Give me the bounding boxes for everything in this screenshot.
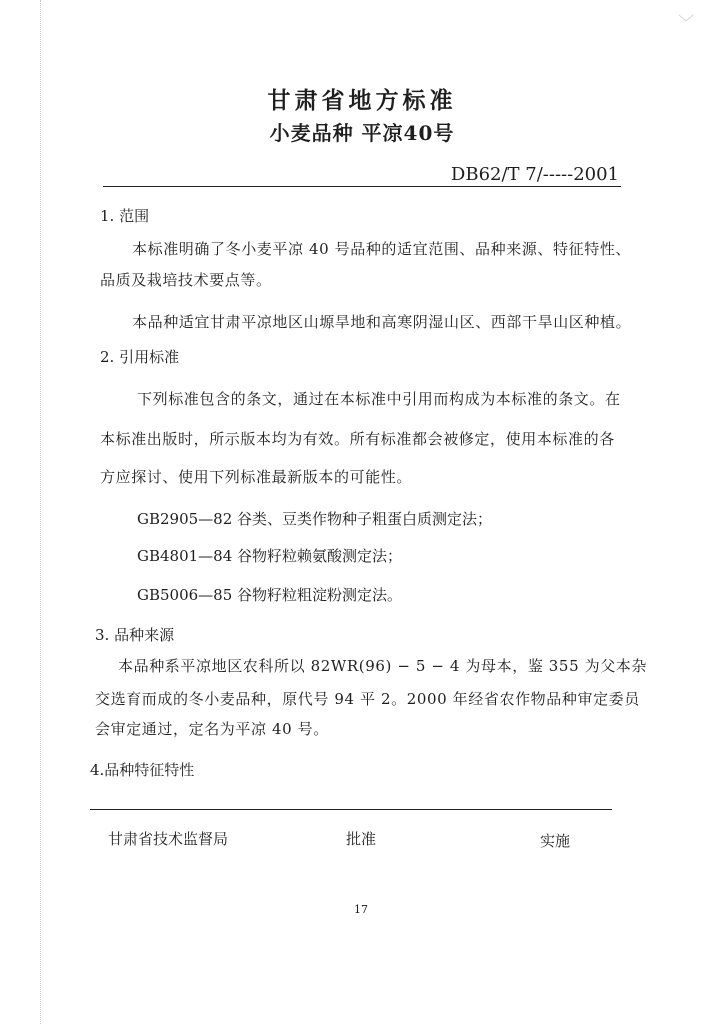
reference-item: GB5006—85 谷物籽粒粗淀粉测定法。: [137, 586, 403, 604]
section-1-paragraph-2: 本品种适宜甘肃平凉地区山塬旱地和高寒阴湿山区、西部干旱山区种植。: [132, 313, 632, 331]
section-2-heading: 2. 引用标准: [100, 348, 180, 366]
approve-label: 批准: [346, 830, 377, 848]
section-3-paragraph-line-2: 交选育而成的冬小麦品种，原代号 94 平 2。2000 年经省农作物品种审定委员: [95, 690, 640, 708]
reference-item: GB4801—84 谷物籽粒赖氨酸测定法；: [137, 547, 403, 565]
scan-edge-artifact: [40, 0, 41, 1024]
section-3-paragraph-line-3: 会审定通过，定名为平凉 40 号。: [95, 720, 329, 738]
footer-rule: [90, 809, 612, 810]
section-2-paragraph-line-2: 本标准出版时，所示版本均为有效。所有标准都会被修定，使用本标准的各: [100, 430, 615, 448]
reference-item: GB2905—82 谷类、豆类作物种子粗蛋白质测定法；: [137, 510, 493, 528]
standard-number: DB62/T 7/-----2001: [450, 164, 619, 185]
header-rule: [103, 186, 621, 187]
scan-mark-icon: ﹀: [677, 13, 694, 32]
section-3-paragraph-line-1: 本品种系平凉地区农科所以 82WR(96) − 5 − 4 为母本，鉴 355 为父本杂: [118, 657, 647, 675]
document-title: 甘肃省地方标准: [267, 87, 457, 114]
section-2-paragraph-line-1: 下列标准包含的条文，通过在本标准中引用而构成为本标准的条文。在: [137, 390, 621, 408]
section-1-paragraph-1-line-1: 本标准明确了冬小麦平凉 40 号品种的适宜范围、品种来源、特征特性、: [132, 240, 632, 258]
implement-label: 实施: [540, 832, 571, 850]
section-4-heading: 4.品种特征特性: [90, 761, 195, 779]
document-subtitle: 小麦品种 平凉40号: [269, 121, 455, 145]
section-1-heading: 1. 范围: [100, 207, 150, 225]
section-3-heading: 3. 品种来源: [95, 626, 175, 644]
page-number: 17: [354, 903, 368, 916]
section-1-paragraph-1-line-2: 品质及栽培技术要点等。: [100, 271, 272, 289]
issuer-label: 甘肃省技术监督局: [108, 830, 229, 848]
section-2-paragraph-line-3: 方应探讨、使用下列标准最新版本的可能性。: [100, 468, 413, 486]
